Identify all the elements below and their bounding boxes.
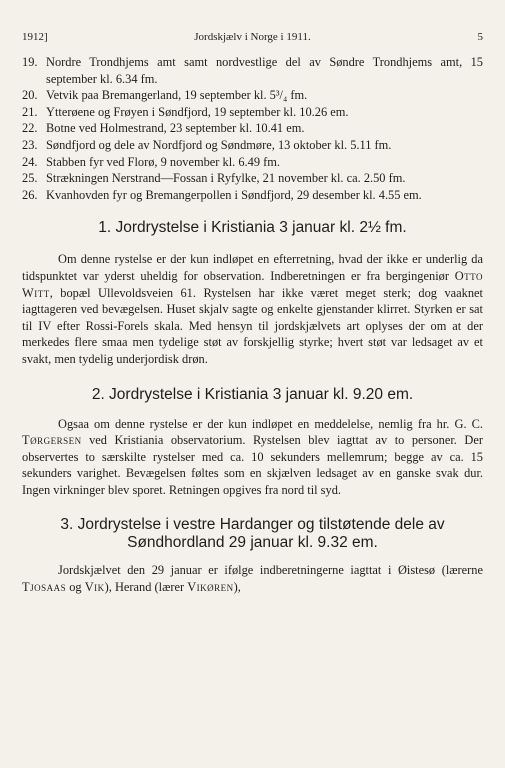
text-run: , bopæl Ullevoldsveien 61. Rystelsen har ikke været meget sterk; dog vaaknet iagttageren ved bevægelsen. Huset skjalv sagte og enkelte gjenstander klirret. Styrken er sat til IV efter Rossi-Forels skala. Med hensyn til jordskjælvets art oplyses der om at der merkedes flere smaa men tydelige støt av forskjellig styrke; hvert støt var ledsaget av et svakt, men tydelig underjordisk drøn.	[22, 285, 483, 366]
list-item	[22, 187, 483, 204]
list-item-text: Strækningen Nerstrand—Fossan i Ryfylke, 21 november kl. ca. 2.50 fm.	[46, 171, 406, 186]
observer-name: Tjosaas	[22, 580, 67, 595]
text-run: Ogsaa om denne rystelse er der kun indløpet en meddelelse, nemlig fra hr. G. C.	[58, 416, 483, 431]
page-body	[22, 54, 483, 596]
earthquake-list	[22, 54, 483, 203]
list-item	[22, 54, 483, 87]
list-item-text: Stabben fyr ved Florø, 9 november kl. 6.49 fm.	[46, 154, 281, 169]
list-item-number: 24.	[22, 154, 38, 169]
observer-name: Vik	[84, 580, 105, 595]
list-item-text: Vetvik paa Bremangerland, 19 september kl. 5³/₄ fm.	[46, 88, 308, 103]
list-item-text: Nordre Trondhjems amt samt nordvestlige del av Søndre Trondhjems amt, 15 september kl. 6.34 fm.	[46, 55, 483, 86]
observer-name: Otto Witt	[22, 268, 483, 300]
section-heading-2: 2. Jordrystelse i Kristiania 3 januar kl. 9.20 em.	[91, 385, 414, 403]
list-item	[22, 104, 483, 121]
list-item-number: 19.	[22, 55, 38, 69]
list-item	[22, 120, 483, 137]
list-item-number: 26.	[22, 187, 38, 202]
header-year: 1912]	[22, 31, 48, 43]
list-item	[22, 154, 483, 171]
text-run: og	[66, 580, 85, 595]
section-3-paragraph	[22, 562, 483, 595]
list-item	[22, 87, 483, 104]
list-item-number: 20.	[22, 88, 38, 103]
list-item-text: Ytterøene og Frøyen i Søndfjord, 19 september kl. 10.26 em.	[46, 104, 349, 119]
section-2-paragraph	[22, 416, 483, 499]
list-item-text: Botne ved Holmestrand, 23 september kl. 10.41 em.	[46, 121, 305, 136]
section-1-paragraph	[22, 251, 483, 367]
observer-name: Tørgersen	[22, 433, 82, 448]
list-item	[22, 170, 483, 187]
text-run: ),	[233, 580, 241, 595]
text-run: Jordskjælvet den 29 januar er ifølge indberetningerne iagttat i Øistesø (lærerne	[58, 563, 483, 578]
list-item	[22, 137, 483, 154]
observer-name: Vikøren	[187, 580, 234, 595]
list-item-text: Søndfjord og dele av Nordfjord og Søndmøre, 13 oktober kl. 5.11 fm.	[46, 137, 392, 152]
list-item-number: 21.	[22, 104, 38, 119]
text-run: ), Herand (lærer	[104, 580, 188, 595]
text-run: ved Kristiania observatorium. Rystelsen blev iagttat av to personer. Der observertes to særskilte rystelser med ca. 10 sekunders mellemrum; begge av ca. 15 sekunders varighet. Bevægelsen føltes som en skjælven ledsaget av en ganske svak dur. Ingen virkninger blev sporet. Retningen opgives fra nord til syd.	[22, 433, 483, 497]
running-header	[22, 31, 483, 45]
section-heading-1: 1. Jordrystelse i Kristiania 3 januar kl. 2½ fm.	[98, 219, 407, 237]
list-item-number: 25.	[22, 171, 38, 186]
header-title: Jordskjælv i Norge i 1911.	[194, 31, 311, 43]
text-run: Om denne rystelse er der kun indløpet en efterretning, hvad der ikke er underlig da tidspunktet var yderst uheldig for observation. Indberetningen er fra bergingeniør	[22, 252, 483, 283]
list-item-number: 23.	[22, 137, 38, 152]
list-item-text: Kvanhovden fyr og Bremangerpollen i Søndfjord, 29 desember kl. 4.55 em.	[46, 187, 422, 202]
list-item-number: 22.	[22, 121, 38, 136]
page-number: 5	[477, 31, 483, 43]
section-heading-3: 3. Jordrystelse i vestre Hardanger og tilstøtende dele av Søndhordland 29 januar kl. 9.32 em.	[60, 516, 445, 552]
